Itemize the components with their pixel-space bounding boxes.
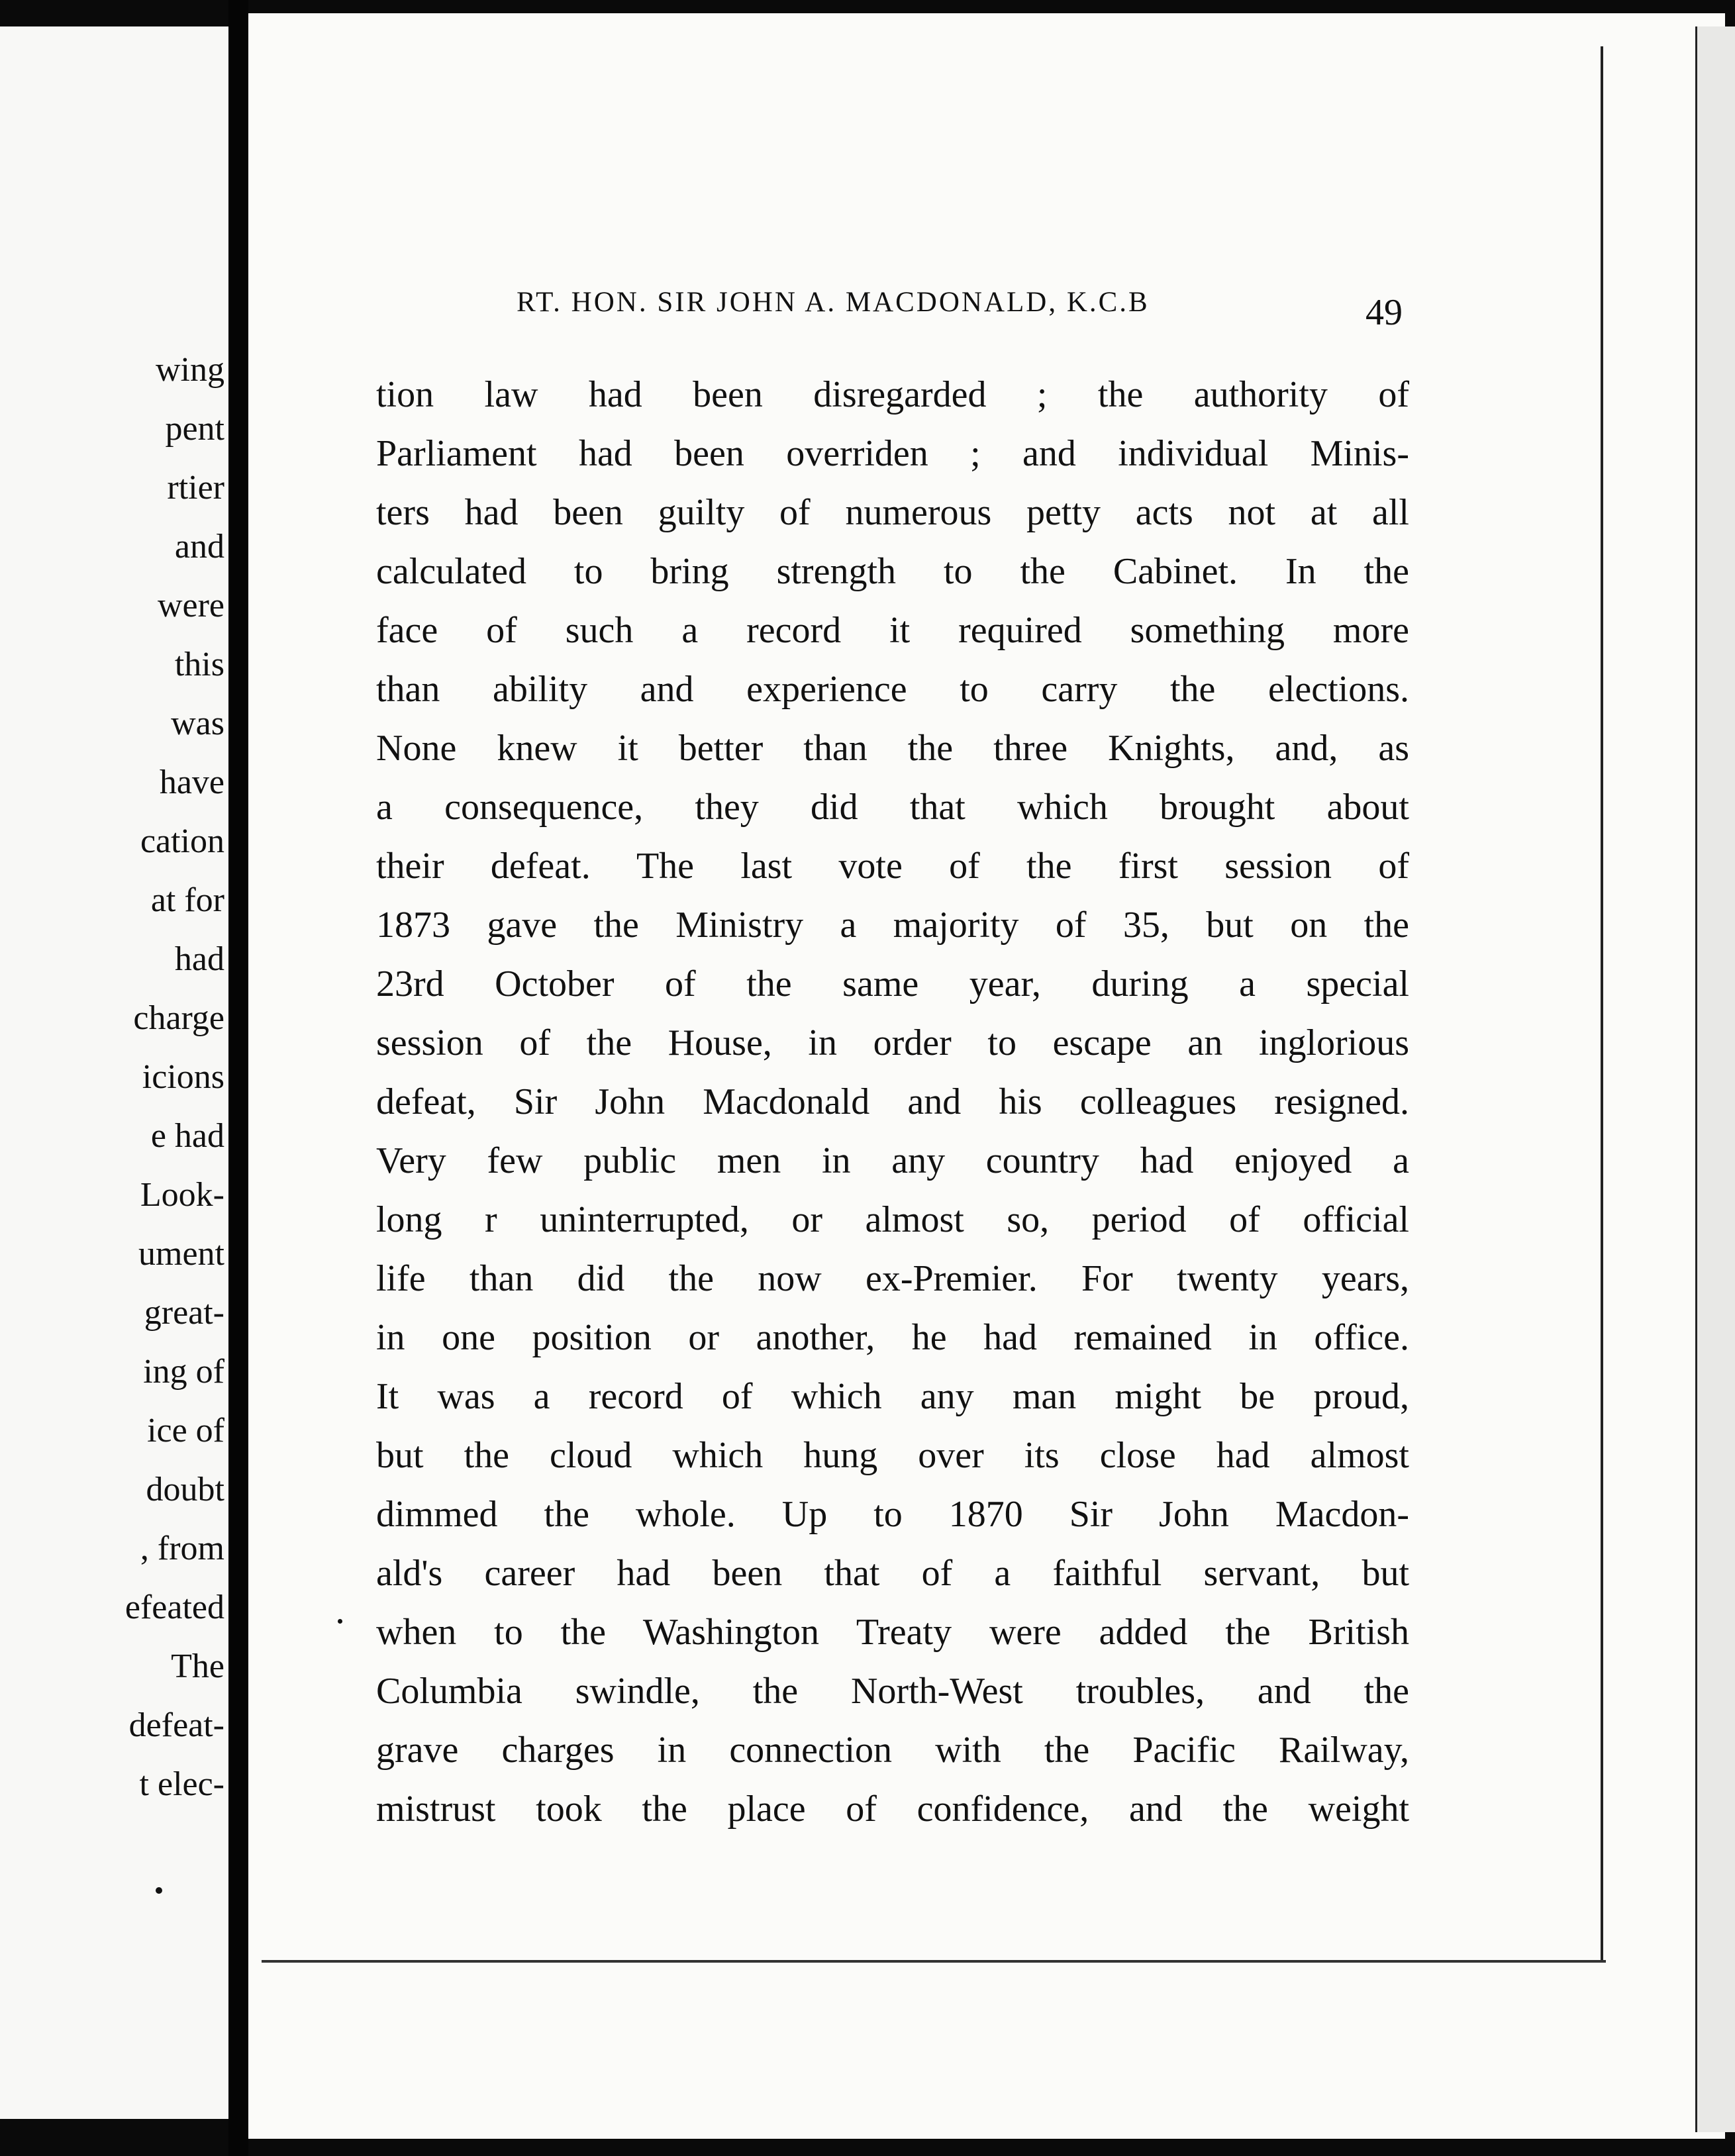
text-line: ald's career had been that of a faithful servant, but (376, 1553, 1409, 1594)
left-page-fragment: wing (156, 351, 224, 389)
body-text (376, 366, 1409, 1839)
left-page-fragment: icions (142, 1058, 224, 1096)
ink-speck (338, 1619, 342, 1624)
left-page-fragment: Look- (140, 1176, 224, 1214)
page-bottom-edge (262, 1960, 1606, 1963)
left-page-fragment: defeat- (128, 1706, 224, 1744)
text-line: tion law had been disregarded ; the authority of (376, 374, 1409, 415)
text-line: than ability and experience to carry the elections. (376, 669, 1409, 710)
text-line: grave charges in connection with the Pacific Railway, (376, 1730, 1409, 1771)
text-line: long r uninterrupted, or almost so, period of official (376, 1199, 1409, 1240)
right-page-edge (1695, 26, 1735, 2132)
left-page-fragment: pent (165, 410, 224, 448)
left-page-fragment: were (157, 587, 224, 624)
left-page-fragment: ice of (147, 1412, 224, 1449)
left-page-fragment: charge (133, 999, 224, 1037)
left-page-fragment: t elec- (139, 1765, 224, 1803)
left-page-fragment: great- (144, 1294, 224, 1332)
left-page-fragment: e had (150, 1117, 224, 1155)
text-line: None knew it better than the three Knights, and, as (376, 728, 1409, 769)
left-page-fragment: rtier (167, 469, 224, 507)
page-number: 49 (1365, 292, 1403, 333)
text-line: face of such a record it required something more (376, 610, 1409, 651)
left-page-fragment: The (171, 1647, 224, 1685)
text-line: 23rd October of the same year, during a special (376, 963, 1409, 1004)
text-line: It was a record of which any man might be proud, (376, 1376, 1409, 1417)
left-page-fragment: ing of (143, 1353, 224, 1391)
left-page-fragment: , from (140, 1530, 224, 1567)
running-head: RT. HON. SIR JOHN A. MACDONALD, K.C.B (517, 287, 1150, 318)
text-line: defeat, Sir John Macdonald and his colleagues resigned. (376, 1081, 1409, 1122)
text-line: life than did the now ex-Premier. For twenty years, (376, 1258, 1409, 1299)
left-page-fragment: and (174, 528, 224, 565)
text-line: their defeat. The last vote of the first session of (376, 846, 1409, 887)
text-line: session of the House, in order to escape an inglorious (376, 1022, 1409, 1063)
left-page-fragment: have (159, 763, 224, 801)
left-page-fragment: cation (140, 822, 224, 860)
left-page-fragment: at for (150, 881, 224, 919)
text-line: when to the Washington Treaty were added the British (376, 1612, 1409, 1653)
text-line: 1873 gave the Ministry a majority of 35, but on the (376, 905, 1409, 946)
text-line: in one position or another, he had remained in office. (376, 1317, 1409, 1358)
text-line: dimmed the whole. Up to 1870 Sir John Macdon- (376, 1494, 1409, 1535)
left-page (0, 26, 238, 2119)
left-page-fragment: ument (138, 1235, 224, 1273)
text-line: Parliament had been overriden ; and individual Minis- (376, 433, 1409, 474)
text-line: a consequence, they did that which brought about (376, 787, 1409, 828)
left-page-fragment: this (174, 646, 224, 683)
left-page-fragment: efeated (124, 1589, 224, 1626)
text-line: Columbia swindle, the North-West troubles, and the (376, 1671, 1409, 1712)
left-page-fragment: had (174, 940, 224, 978)
page-border-line (1593, 46, 1603, 1960)
left-page-fragment: was (171, 705, 224, 742)
ink-speck (156, 1887, 162, 1894)
text-line: calculated to bring strength to the Cabinet. In the (376, 551, 1409, 592)
text-line: Very few public men in any country had enjoyed a (376, 1140, 1409, 1181)
left-page-fragment: doubt (146, 1471, 224, 1508)
text-line: but the cloud which hung over its close had almost (376, 1435, 1409, 1476)
text-line: mistrust took the place of confidence, and the weight (376, 1788, 1409, 1830)
book-gutter (228, 0, 248, 2156)
text-line: ters had been guilty of numerous petty acts not at all (376, 492, 1409, 533)
